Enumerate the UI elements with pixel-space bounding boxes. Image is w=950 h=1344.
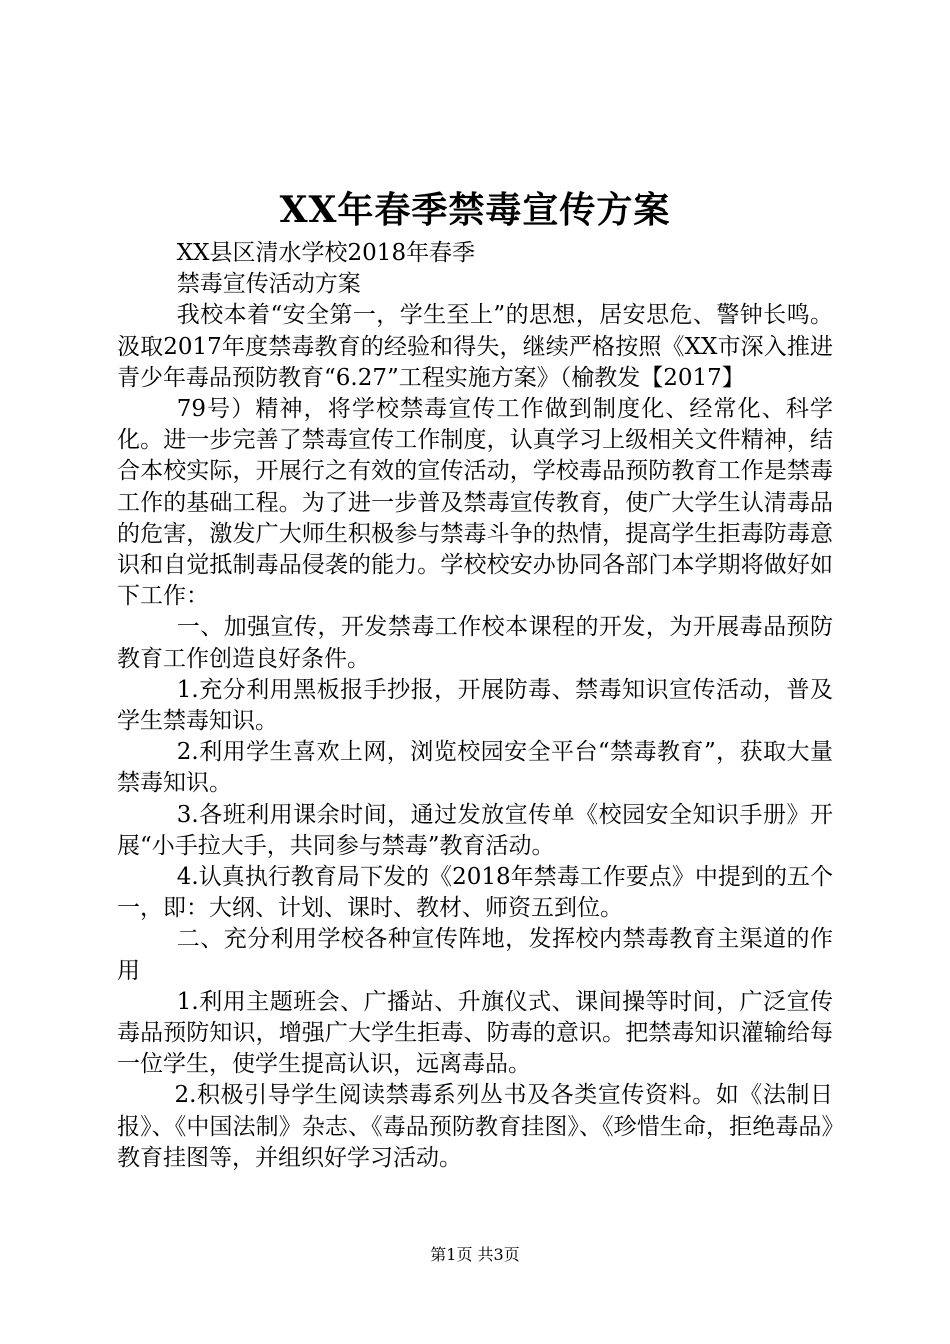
document-body [117, 238, 833, 1174]
section-one-heading: 一、加强宣传，开发禁毒工作校本课程的开发，为开展毒品预防教育工作创造良好条件。 [117, 614, 833, 672]
section-one-item-1: 1.充分利用黑板报手抄报，开展防毒、禁毒知识宣传活动，普及学生禁毒知识。 [117, 676, 833, 735]
section-two-heading: 二、充分利用学校各种宣传阵地，发挥校内禁毒教育主渠道的作用 [117, 926, 833, 984]
section-one-item-4: 4.认真执行教育局下发的《2018年禁毒工作要点》中提到的五个一，即：大纲、计划、课时、教材、师资五到位。 [117, 864, 833, 922]
document-title: XX年春季禁毒宣传方案 [279, 189, 671, 231]
plan-heading: 禁毒宣传活动方案 [176, 271, 361, 298]
section-two-item-1: 1.利用主题班会、广播站、升旗仪式、课间操等时间，广泛宣传毒品预防知识，增强广大学生拒毒、防毒的意识。把禁毒知识灌输给每一位学生，使学生提高认识，远离毒品。 [117, 988, 833, 1078]
section-one-item-2: 2.利用学生喜欢上网，浏览校园安全平台“禁毒教育”，获取大量禁毒知识。 [117, 739, 833, 797]
section-two-item-2: 2.积极引导学生阅读禁毒系列丛书及各类宣传资料。如《法制日报》、《中国法制》杂志、《毒品预防教育挂图》、《珍惜生命，拒绝毒品》教育挂图等，并组织好学习活动。 [117, 1082, 833, 1171]
intro-continued-paragraph: 79号）精神，将学校禁毒宣传工作做到制度化、经常化、科学化。进一步完善了禁毒宣传工作制度，认真学习上级相关文件精神，结合本校实际，开展行之有效的宣传活动，学校毒品预防教育工作是禁毒工作的基础工程。为了进一步普及禁毒宣传教育，使广大学生认清毒品的危害，激发广大师生积极参与禁毒斗争的热情，提高学生拒毒防毒意识和自觉抵制毒品侵袭的能力。学校校安办协同各部门本学期将做好如下工作： [117, 396, 833, 610]
page-number-footer: 第1页 共3页 [430, 1245, 520, 1264]
intro-paragraph: 我校本着“安全第一，学生至上”的思想，居安思危、警钟长鸣。汲取2017年度禁毒教育的经验和得失，继续严格按照《XX市深入推进青少年毒品预防教育“6.27”工程实施方案》（榆教发【2017】 [117, 302, 833, 391]
section-one-item-3: 3.各班利用课余时间，通过发放宣传单《校园安全知识手册》开展“小手拉大手，共同参与禁毒”教育活动。 [117, 801, 833, 859]
school-heading: XX县区清水学校2018年春季 [176, 240, 476, 266]
